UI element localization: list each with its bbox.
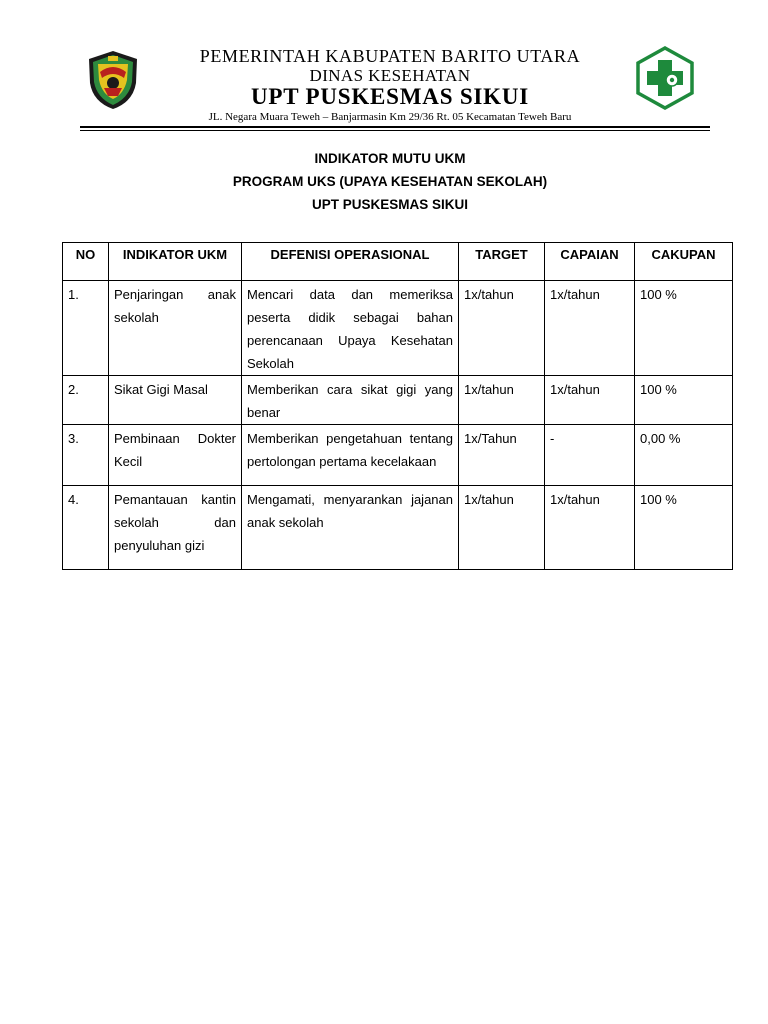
cell-definisi: Memberikan pengetahuan tentang pertolongan pertama kecelakaan — [242, 425, 459, 486]
table-row — [63, 425, 733, 486]
header-divider-thin — [80, 130, 710, 131]
cell-definisi: Mengamati, menyarankan jajanan anak sekolah — [242, 486, 459, 570]
cell-capaian: - — [545, 425, 635, 486]
cell-target: 1x/Tahun — [459, 425, 545, 486]
cell-capaian: 1x/tahun — [545, 486, 635, 570]
header-no: NO — [63, 243, 109, 281]
header-indikator: INDIKATOR UKM — [109, 243, 242, 281]
cell-target: 1x/tahun — [459, 281, 545, 376]
table-row — [63, 486, 733, 570]
regency-crest-icon — [86, 50, 140, 110]
program-title: PROGRAM UKS (UPAYA KESEHATAN SEKOLAH) — [232, 174, 548, 189]
header-definisi: DEFENISI OPERASIONAL — [242, 243, 459, 281]
cell-capaian: 1x/tahun — [545, 376, 635, 425]
cell-no: 4. — [63, 486, 109, 570]
table-header-row — [63, 243, 733, 281]
cell-indikator: Pemantauan kantin sekolah dan penyuluhan gizi — [109, 486, 242, 570]
table-row — [63, 281, 733, 376]
cell-cakupan: 100 % — [635, 376, 733, 425]
cell-indikator: Penjaringan anak sekolah — [109, 281, 242, 376]
cell-target: 1x/tahun — [459, 376, 545, 425]
cell-definisi: Mencari data dan memeriksa peserta didik sebagai bahan perencanaan Upaya Kesehatan Sekolah — [242, 281, 459, 376]
puskesmas-emblem-icon — [634, 46, 696, 110]
cell-no: 2. — [63, 376, 109, 425]
cell-indikator: Sikat Gigi Masal — [109, 376, 242, 425]
indicator-table — [62, 242, 733, 570]
header-divider — [80, 126, 710, 128]
header-capaian: CAPAIAN — [545, 243, 635, 281]
cell-definisi: Memberikan cara sikat gigi yang benar — [242, 376, 459, 425]
header-target: TARGET — [459, 243, 545, 281]
cell-indikator: Pembinaan Dokter Kecil — [109, 425, 242, 486]
cell-cakupan: 0,00 % — [635, 425, 733, 486]
unit-title: UPT PUSKESMAS SIKUI — [311, 197, 469, 212]
letterhead — [0, 0, 768, 135]
cell-cakupan: 100 % — [635, 486, 733, 570]
department-name: DINAS KESEHATAN — [309, 66, 471, 85]
government-name: PEMERINTAH KABUPATEN BARITO UTARA — [199, 46, 581, 66]
header-cakupan: CAKUPAN — [635, 243, 733, 281]
cell-no: 3. — [63, 425, 109, 486]
organization-name: UPT PUSKESMAS SIKUI — [250, 84, 530, 109]
cell-target: 1x/tahun — [459, 486, 545, 570]
table-row — [63, 376, 733, 425]
cell-capaian: 1x/tahun — [545, 281, 635, 376]
cell-no: 1. — [63, 281, 109, 376]
organization-address: JL. Negara Muara Teweh – Banjarmasin Km 29/36 Rt. 05 Kecamatan Teweh Baru — [208, 111, 572, 123]
cell-cakupan: 100 % — [635, 281, 733, 376]
document-title: INDIKATOR MUTU UKM — [314, 151, 466, 166]
